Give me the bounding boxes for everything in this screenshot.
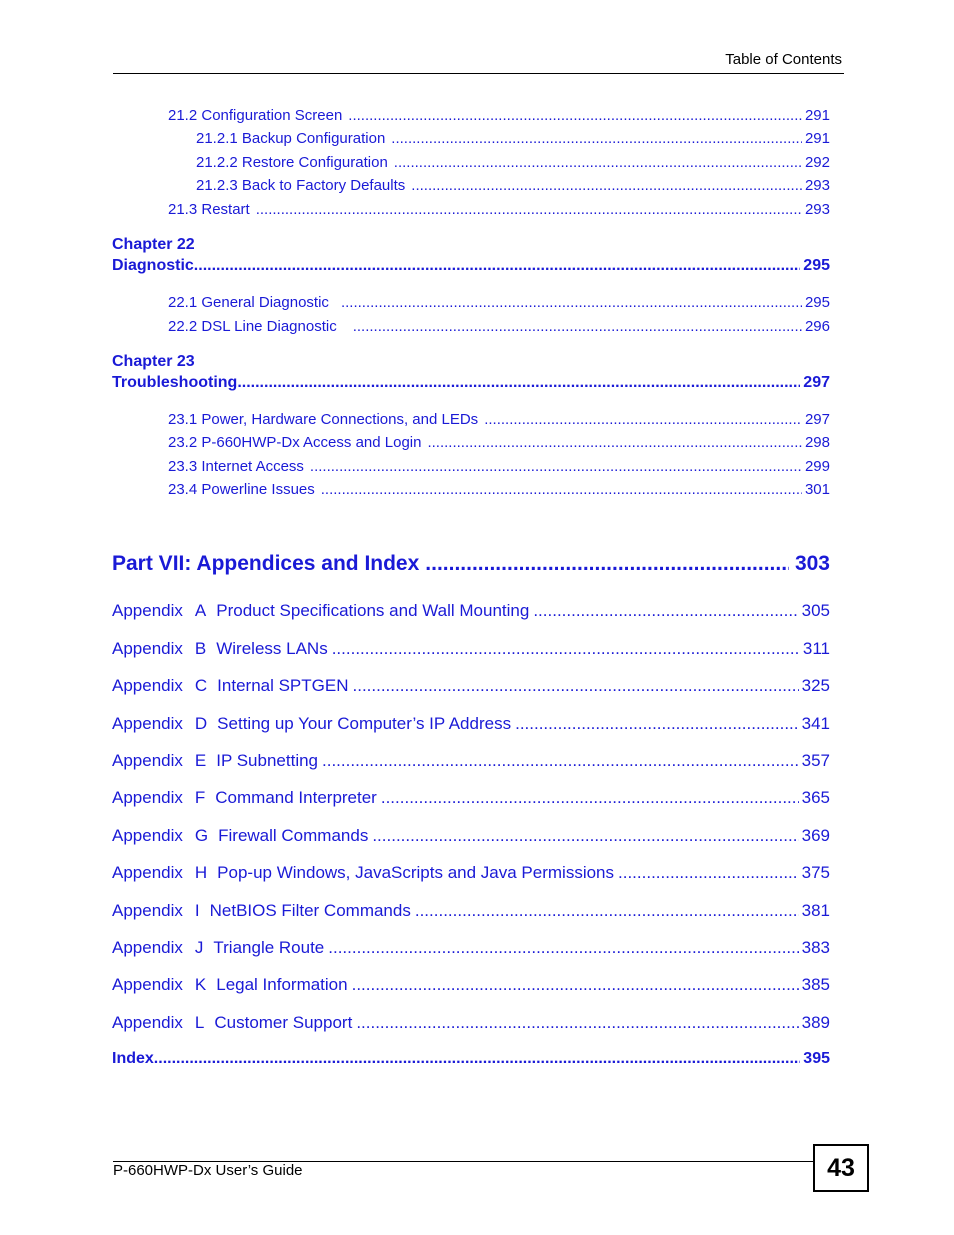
chapter-23-label[interactable]: Chapter 23 xyxy=(112,353,195,370)
header-title: Table of Contents xyxy=(725,51,842,68)
footer-guide-title: P-660HWP-Dx User’s Guide xyxy=(113,1162,303,1179)
toc-entry-22-1[interactable]: 22.1 General Diagnostic ..... 295 xyxy=(168,294,830,311)
toc-appendix-b[interactable]: Appendix B Wireless LANs ..... 311 xyxy=(112,639,830,659)
toc-entry-23-4[interactable]: 23.4 Powerline Issues ..... 301 xyxy=(168,481,830,498)
toc-entry-23-2[interactable]: 23.2 P-660HWP-Dx Access and Login ..... 298 xyxy=(168,434,830,451)
toc-entry-21-2-1[interactable]: 21.2.1 Backup Configuration ..... 291 xyxy=(196,130,830,147)
toc-appendix-f[interactable]: Appendix F Command Interpreter ..... 365 xyxy=(112,788,830,808)
toc-appendix-e[interactable]: Appendix E IP Subnetting ..... 357 xyxy=(112,751,830,771)
toc-appendix-i[interactable]: Appendix I NetBIOS Filter Commands ..... 381 xyxy=(112,901,830,921)
toc-entry-23-3[interactable]: 23.3 Internet Access ..... 299 xyxy=(168,458,830,475)
toc-appendix-k[interactable]: Appendix K Legal Information ..... 385 xyxy=(112,975,830,995)
toc-entry-21-2[interactable]: 21.2 Configuration Screen ..... 291 xyxy=(168,107,830,124)
toc-chapter-23[interactable]: Troubleshooting ..... 297 xyxy=(112,374,830,392)
toc-appendix-d[interactable]: Appendix D Setting up Your Computer’s IP Address ..... 341 xyxy=(112,714,830,734)
toc-chapter-22[interactable]: Diagnostic ..... 295 xyxy=(112,257,830,275)
chapter-22-label[interactable]: Chapter 22 xyxy=(112,236,195,253)
toc-appendix-j[interactable]: Appendix J Triangle Route ..... 383 xyxy=(112,938,830,958)
toc-index[interactable]: Index ..... 395 xyxy=(112,1050,830,1068)
header-rule xyxy=(113,73,844,74)
toc-entry-21-2-2[interactable]: 21.2.2 Restore Configuration ..... 292 xyxy=(196,154,830,171)
toc-appendix-l[interactable]: Appendix L Customer Support ..... 389 xyxy=(112,1013,830,1033)
toc-appendix-g[interactable]: Appendix G Firewall Commands ..... 369 xyxy=(112,826,830,846)
toc-part-7[interactable]: Part VII: Appendices and Index ..... 303 xyxy=(112,552,830,576)
page-number: 43 xyxy=(813,1144,869,1192)
toc-appendix-c[interactable]: Appendix C Internal SPTGEN ..... 325 xyxy=(112,676,830,696)
toc-entry-21-2-3[interactable]: 21.2.3 Back to Factory Defaults ..... 293 xyxy=(196,177,830,194)
toc-entry-22-2[interactable]: 22.2 DSL Line Diagnostic ..... 296 xyxy=(168,318,830,335)
toc-appendix-h[interactable]: Appendix H Pop-up Windows, JavaScripts and Java Permissions ..... 375 xyxy=(112,863,830,883)
toc-entry-21-3[interactable]: 21.3 Restart ..... 293 xyxy=(168,201,830,218)
toc-entry-23-1[interactable]: 23.1 Power, Hardware Connections, and LEDs ..... 297 xyxy=(168,411,830,428)
toc-appendix-a[interactable]: Appendix A Product Specifications and Wall Mounting ..... 305 xyxy=(112,601,830,621)
